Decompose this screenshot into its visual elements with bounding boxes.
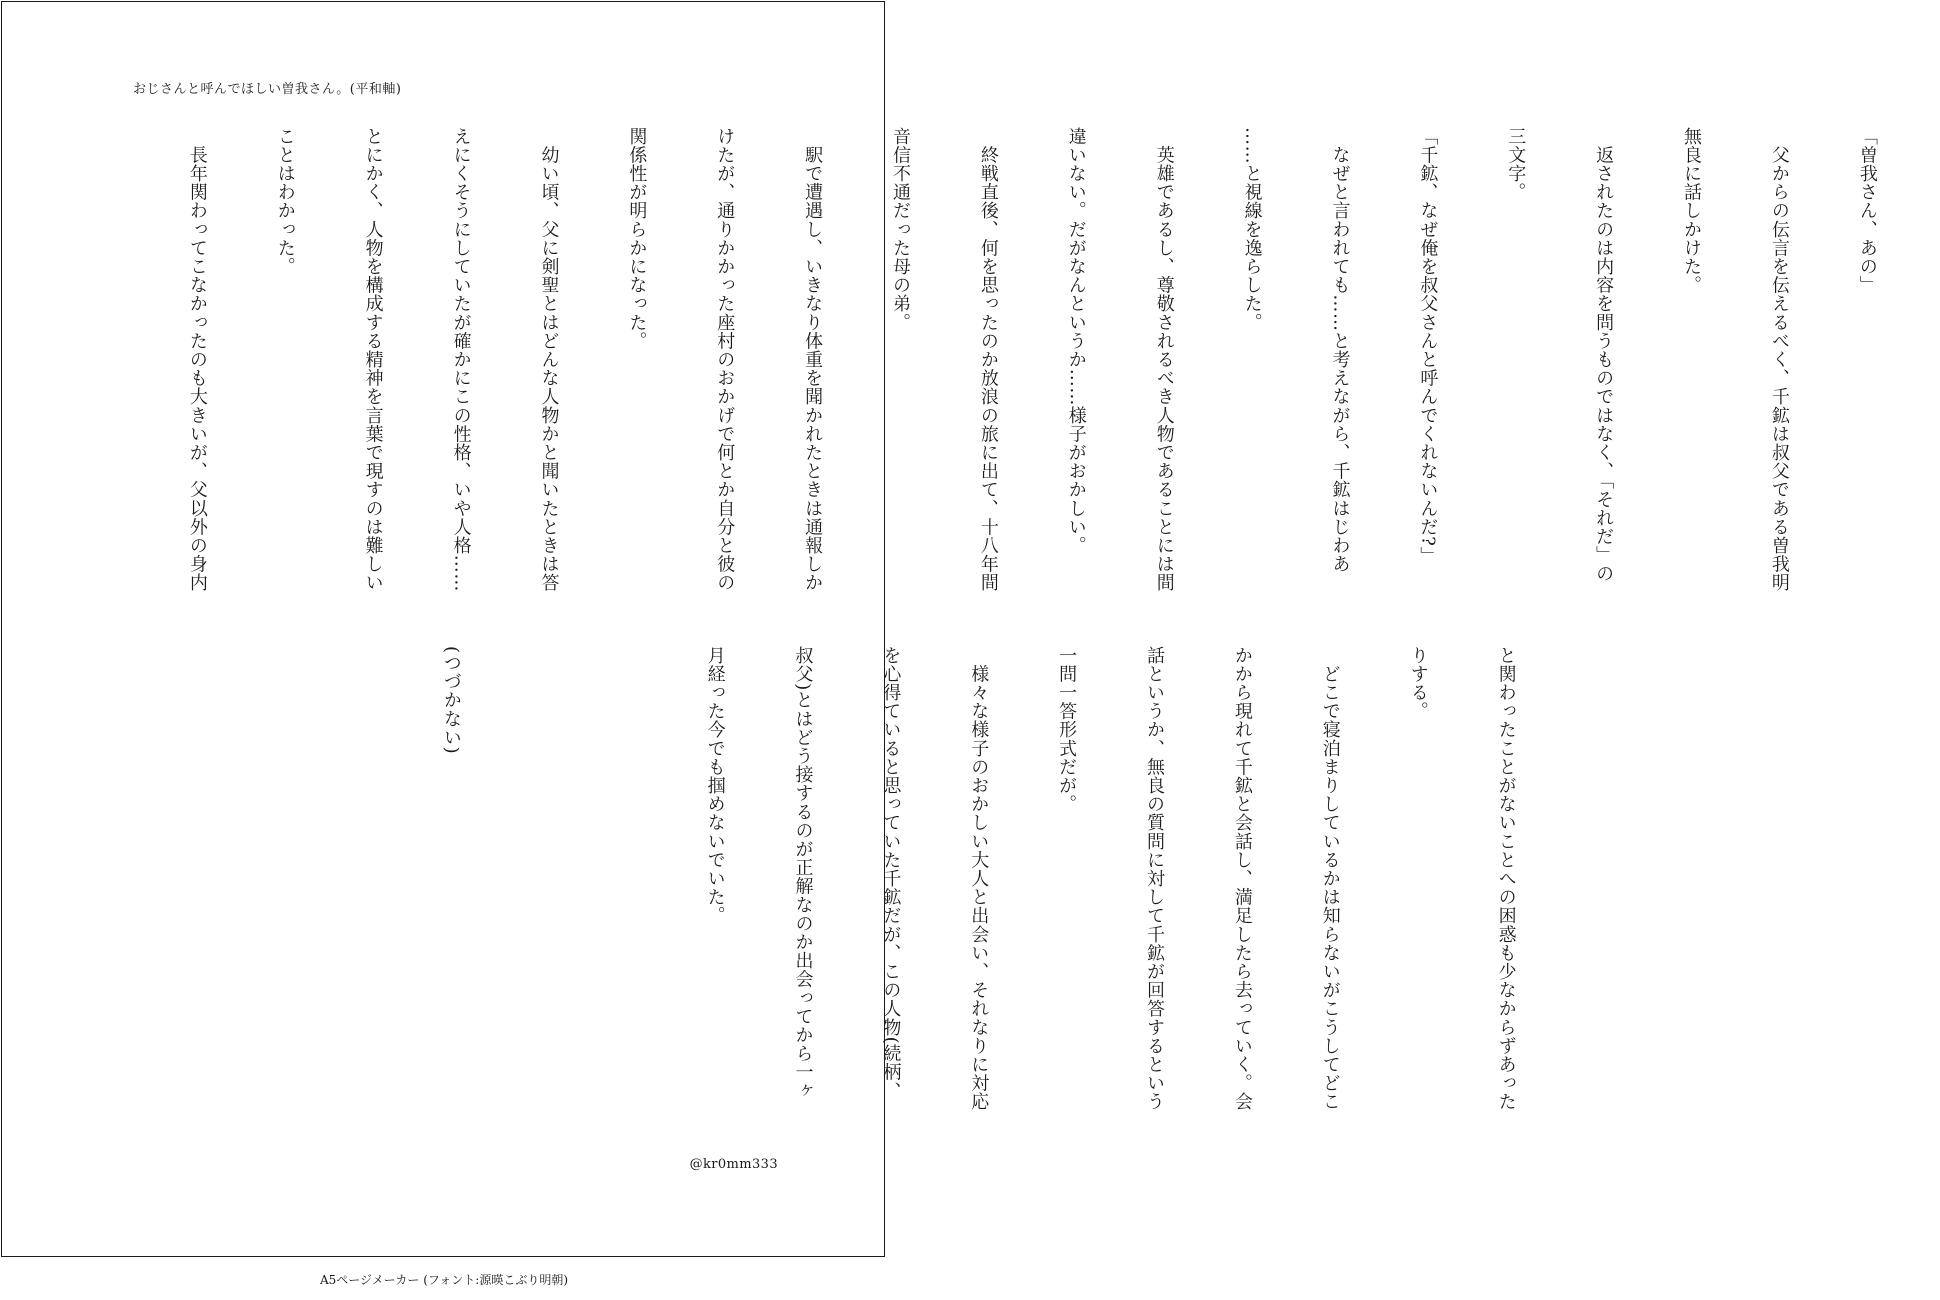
blank-line <box>524 646 553 1136</box>
text-line: えにくそうにしていたが確かにこの性格、いや人格…… <box>450 127 472 592</box>
text-line: 月経った今でも掴めないでいた。 <box>704 646 726 925</box>
text-line: なぜと言われても……と考えながら、千鉱はじわあ <box>1329 127 1351 574</box>
footer-credit: A5ページメーカー (フォント:源暎こぶり明朝) <box>319 1273 569 1287</box>
text-line: かから現れて千鉱と会話し、満足したら去っていく。会 <box>1231 646 1253 1111</box>
text-line: 幼い頃、父に剣聖とはどんな人物かと聞いたときは答 <box>538 127 560 592</box>
page-frame <box>1 1 1878 1257</box>
blank-line <box>612 646 641 1136</box>
page-title: おじさんと呼んでほしい曽我さん。(平和軸) <box>133 82 402 97</box>
text-line: 違いない。だがなんというか……様子がおかしい。 <box>1065 127 1087 555</box>
text-line: 叔父)とはどう接するのが正解なのか出会ってから一ヶ <box>792 646 814 1101</box>
closing-note: (つづかない) <box>440 646 462 755</box>
text-line: を心得ていると思っていた千鉱だが、この人物(続柄、 <box>880 646 902 1101</box>
text-line: 三文字。 <box>1505 127 1527 202</box>
text-line: 話というか、無良の質問に対して千鉱が回答するという <box>1144 646 1166 1111</box>
text-line: と関わったことがないことへの困惑も少なからずあった <box>1495 646 1517 1111</box>
author-handle: @kr0mm333 <box>689 1157 778 1172</box>
text-line: 長年関わってこなかったのも大きいが、父以外の身内 <box>186 127 208 592</box>
text-line: 音信不通だった母の弟。 <box>890 127 912 332</box>
body-text-lower <box>378 646 1579 1136</box>
body-text-upper <box>124 127 1940 597</box>
text-line: どこで寝泊まりしているかは知らないがこうしてどこ <box>1319 646 1341 1111</box>
text-line: 終戦直後、何を思ったのか放浪の旅に出て、十八年間 <box>977 127 999 592</box>
text-line: りする。 <box>1407 646 1429 721</box>
text-line: 関係性が明らかになった。 <box>626 127 648 351</box>
text-line: ……と視線を逸らした。 <box>1241 127 1263 332</box>
text-line: 様々な様子のおかしい大人と出会い、それなりに対応 <box>968 646 990 1111</box>
text-line: 一問一答形式だが。 <box>1056 646 1078 814</box>
text-line: とにかく、人物を構成する精神を言葉で現すのは難しい <box>362 127 384 592</box>
text-line: ことはわかった。 <box>274 127 296 276</box>
text-line: 無良に話しかけた。 <box>1681 127 1703 295</box>
text-line: 駅で遭遇し、いきなり体重を聞かれたときは通報しか <box>802 127 824 592</box>
text-line: 返されたのは内容を問うものではなく、「それだ」の <box>1593 127 1615 583</box>
text-line: 父からの伝言を伝えるべく、千鉱は叔父である曽我明 <box>1768 127 1790 592</box>
text-line: 「千鉱、なぜ俺を叔父さんと呼んでくれないんだ?」 <box>1417 127 1439 566</box>
text-line: 英雄であるし、尊敬されるべき人物であることには間 <box>1153 127 1175 592</box>
text-line: けたが、通りかかった座村のおかげで何とか自分と彼の <box>714 127 736 592</box>
text-line: 「曽我さん、あの」 <box>1856 127 1878 295</box>
